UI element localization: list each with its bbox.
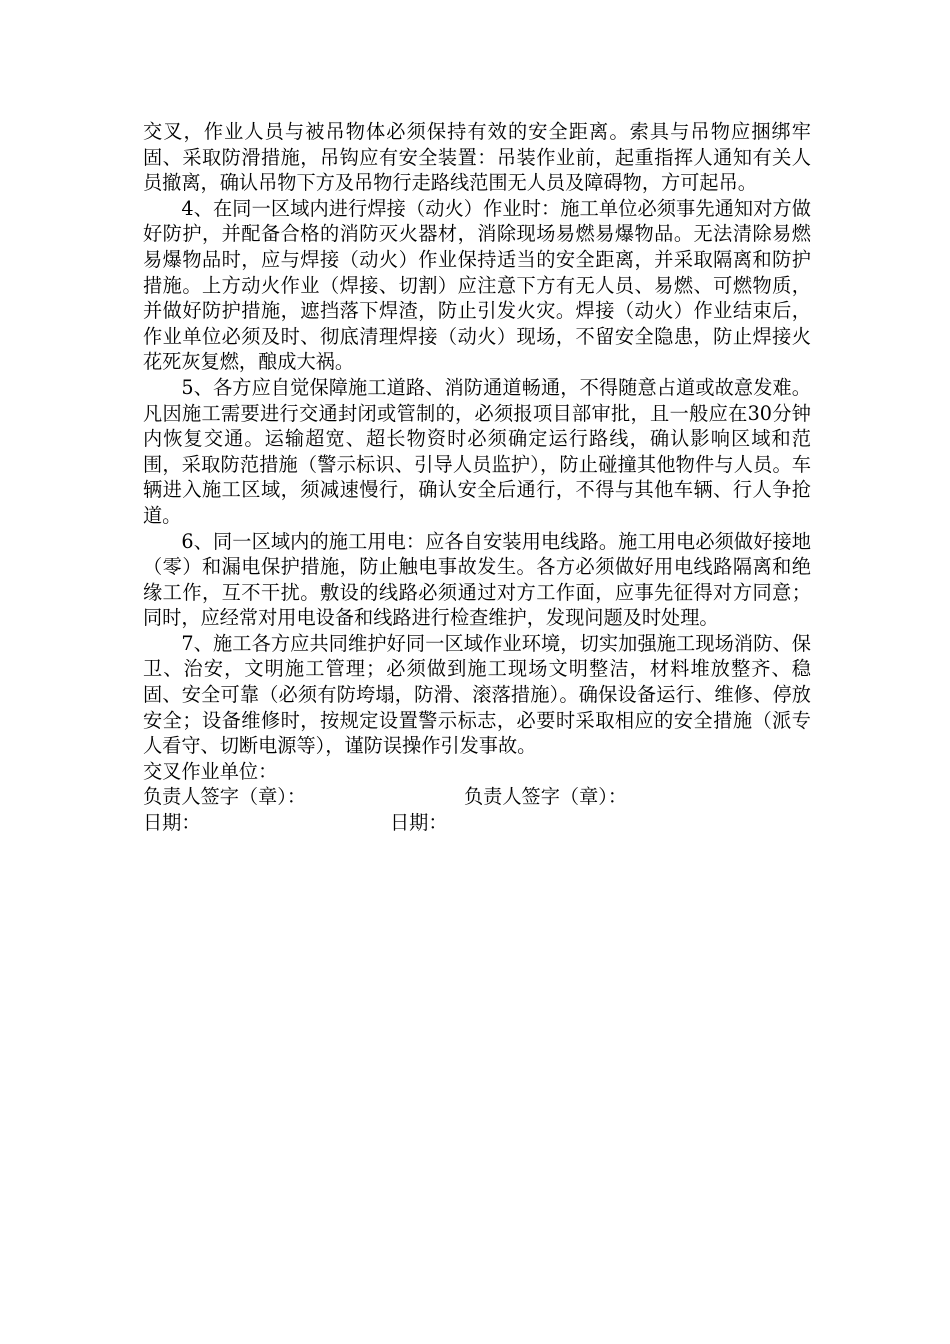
right-date-label: 日期： [390, 811, 448, 835]
paragraph-roads: 5、各方应自觉保障施工道路、消防通道畅通，不得随意占道或故意发难。凡因施工需要进行交通封闭或管制的，必须报项目部审批，且一般应在30分钟内恢复交通。运输超宽、超长物资时必须确定运行路线，确认影响区域和范围，采取防范措施（警示标识、引导人员监护），防止碰撞其他物件与人员。车辆进入施工区域，须减速慢行，确认安全后通行，不得与其他车辆、行人争抢道。 [143, 375, 811, 527]
document-body [143, 119, 811, 836]
cross-work-unit-line [143, 759, 811, 785]
paragraph-environment: 7、施工各方应共同维护好同一区域作业环境，切实加强施工现场消防、保卫、治安，文明施工管理；必须做到施工现场文明整洁，材料堆放整齐、稳固、安全可靠（必须有防垮塌，防滑、滚落措施）。确保设备运行、维修、停放安全；设备维修时，按规定设置警示标志，必要时采取相应的安全措施（派专人看守、切断电源等），谨防误操作引发事故。 [143, 631, 811, 758]
left-signature-label: 负责人签字（章）： [143, 785, 307, 809]
right-signature-label: 负责人签字（章）： [464, 785, 628, 809]
paragraph-electricity: 6、同一区域内的施工用电：应各自安装用电线路。施工用电必须做好接地（零）和漏电保护措施，防止触电事故发生。各方必须做好用电线路隔离和绝缘工作，互不干扰。敷设的线路必须通过对方工作面，应事先征得对方同意；同时，应经常对用电设备和线路进行检查维护，发现问题及时处理。 [143, 529, 811, 630]
paragraph-welding: 4、在同一区域内进行焊接（动火）作业时：施工单位必须事先通知对方做好防护，并配备合格的消防灭火器材，消除现场易燃易爆物品。无法清除易燃易爆物品时，应与焊接（动火）作业保持适当的安全距离，并采取隔离和防护措施。上方动火作业（焊接、切割）应注意下方有无人员、易燃、可燃物质，并做好防护措施，遮挡落下焊渣，防止引发火灾。焊接（动火）作业结束后，作业单位必须及时、彻底清理焊接（动火）现场，不留安全隐患，防止焊接火花死灰复燃，酿成大祸。 [143, 196, 811, 374]
paragraph-lifting-continued: 交叉，作业人员与被吊物体必须保持有效的安全距离。索具与吊物应捆绑牢固、采取防滑措施，吊钩应有安全装置：吊装作业前，起重指挥人通知有关人员撤离，确认吊物下方及吊物行走路线范围无人员及障碍物，方可起吊。 [143, 120, 811, 195]
signature-line [143, 784, 811, 810]
date-line [143, 810, 811, 836]
left-date-label: 日期： [143, 811, 201, 835]
cross-work-unit-label: 交叉作业单位： [143, 759, 278, 783]
